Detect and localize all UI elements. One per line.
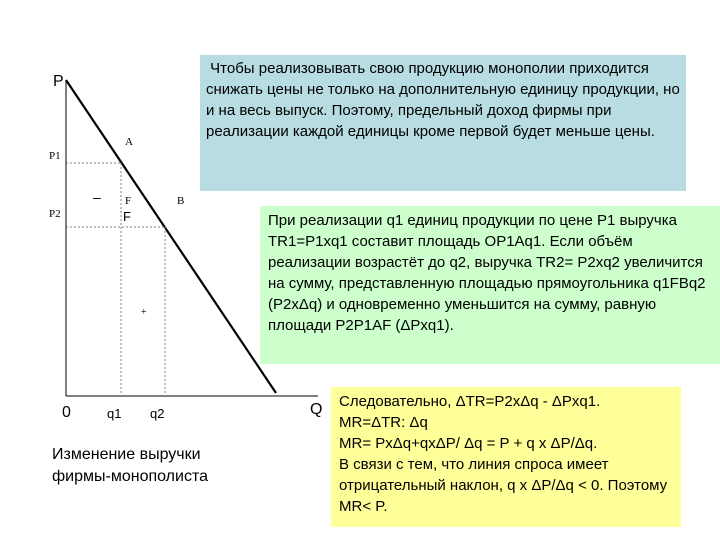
point-a-label: A xyxy=(125,136,133,148)
diagram-caption: Изменение выручки фирмы-монополиста xyxy=(52,446,208,486)
conclusion-line: MR=ΔTR: Δq xyxy=(339,414,428,431)
conclusion-line: MR= PxΔq+qxΔP/ Δq = P + q x ΔP/Δq. xyxy=(339,435,598,452)
origin-label: 0 xyxy=(62,404,71,421)
monopoly-note-box xyxy=(200,55,686,191)
minus-sign: – xyxy=(93,189,101,205)
point-f-label: F xyxy=(125,195,132,207)
revenue-note-text: При реализации q1 единиц продукции по цене P1 выручка TR1=P1xq1 составит площадь OP1Aq1. Если объём реализации возрастёт до q2, выручка TR2= P2xq2 увеличится на сумму, представленную площадью прямоугольника q1FBq2 (P2xΔq) и одновременно уменьшится на сумму, равную площади P2P1AF (ΔPxq1). xyxy=(268,212,706,334)
quantity-axis-label: Q xyxy=(310,401,323,418)
revenue-note-box xyxy=(260,206,720,364)
monopoly-note-text: Чтобы реализовывать свою продукцию монополии приходится снижать цены не только на дополнительную единицу продукции, но и на весь выпуск. Поэтому, предельный доход фирмы при реализации каждой единицы кроме первой будет меньше цены. xyxy=(206,60,684,140)
point-f-sans-label: F xyxy=(123,209,131,224)
price-axis-label: P xyxy=(53,73,64,90)
conclusion-box xyxy=(331,387,681,527)
p1-label: P1 xyxy=(49,150,61,162)
q2-label: q2 xyxy=(150,406,165,421)
conclusion-line: В связи с тем, что линия спроса имеет отрицательный наклон, q x ΔP/Δq < 0. Поэтому MR< P. xyxy=(339,456,668,515)
plus-sign: + xyxy=(141,307,147,318)
conclusion-line: Следовательно, ΔTR=P2xΔq - ΔPxq1. xyxy=(339,393,601,410)
q1-label: q1 xyxy=(107,406,122,421)
point-b-label: B xyxy=(177,195,185,207)
p2-label: P2 xyxy=(49,208,61,220)
